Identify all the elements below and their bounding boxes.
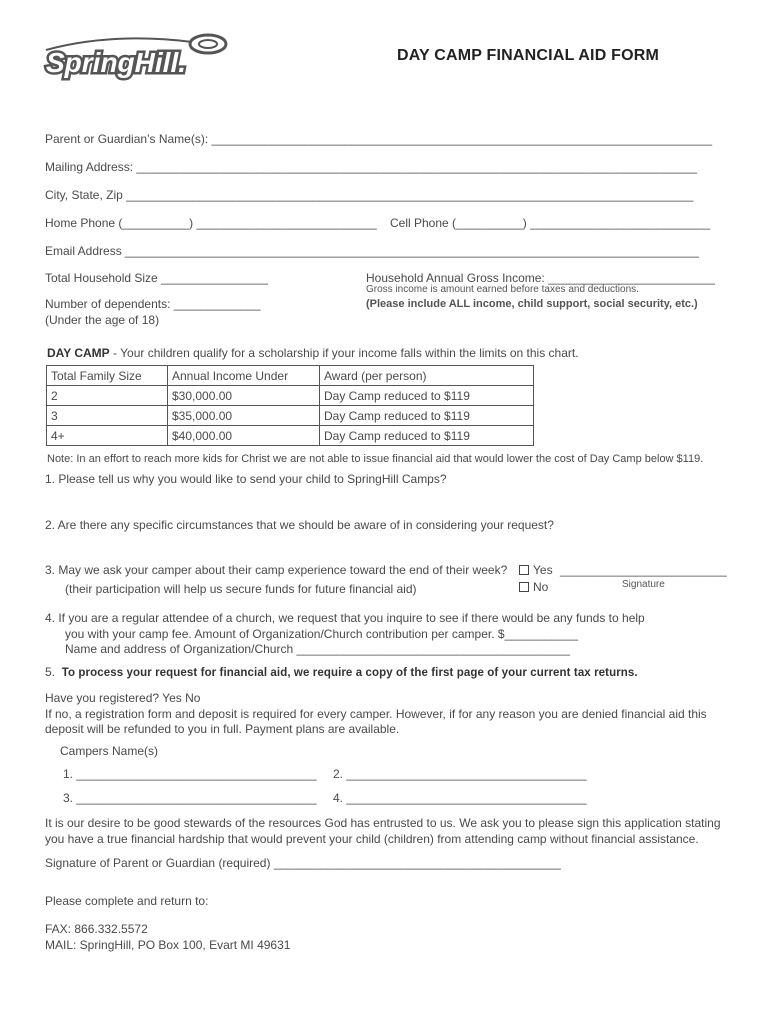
church-name-field[interactable]: Name and address of Organization/Church _________________________________________ (65, 642, 571, 656)
springhill-logo (42, 28, 232, 84)
signature-label: Signature (622, 579, 665, 590)
stewardship-line2: you have a true financial hardship that would prevent your child (children) from attending camp without financial assistance. (45, 832, 699, 846)
table-cell: 3 (47, 406, 168, 426)
city-state-zip-field[interactable]: City, State, Zip _____________________________________________________________________________________ (45, 188, 694, 202)
daycamp-intro (47, 346, 579, 360)
campers-label: Campers Name(s) (60, 744, 159, 758)
question-4: 4. If you are a regular attendee of a church, we request that you inquire to see if there would be any funds to help (45, 611, 645, 625)
table-cell: 4+ (47, 426, 168, 446)
q3-yes-option[interactable] (519, 563, 553, 577)
q5-number: 5. (45, 665, 56, 679)
home-phone-field[interactable]: Home Phone (__________) ___________________________ (45, 216, 377, 230)
table-cell: $35,000.00 (168, 406, 320, 426)
household-size-field[interactable]: Total Household Size ________________ (45, 271, 268, 285)
guardian-signature-field[interactable]: Signature of Parent or Guardian (required) ___________________________________________ (45, 856, 561, 870)
registration-info-line1: If no, a registration form and deposit is required for every camper. However, if for any reason you are denied financial aid this (45, 707, 707, 721)
dependents-note: (Under the age of 18) (45, 313, 160, 327)
gross-income-instruction: (Please include ALL income, child support, social security, etc.) (366, 298, 698, 310)
logo-wordmark: SpringHill. (46, 47, 186, 78)
table-header: Total Family Size (47, 366, 168, 386)
fax-number: FAX: 866.332.5572 (45, 922, 148, 936)
springhill-logo-mark (42, 28, 232, 84)
cell-phone-field[interactable]: Cell Phone (__________) ___________________________ (390, 216, 711, 230)
stewardship-line1: It is our desire to be good stewards of the resources God has entrusted to us. We ask you to please sign this application stating (45, 816, 721, 830)
table-cell: $30,000.00 (168, 386, 320, 406)
table-row (47, 386, 534, 406)
dependents-field[interactable]: Number of dependents: _____________ (45, 297, 261, 311)
daycamp-label: DAY CAMP (47, 346, 110, 360)
return-instructions: Please complete and return to: (45, 894, 209, 908)
q3-no-label: No (533, 580, 549, 594)
table-row (47, 426, 534, 446)
registered-question[interactable]: Have you registered? Yes No (45, 691, 201, 705)
question-1: 1. Please tell us why you would like to send your child to SpringHill Camps? (45, 472, 447, 486)
table-header: Award (per person) (320, 366, 534, 386)
q5-text: To process your request for financial aid, we require a copy of the first page of your current tax returns. (61, 667, 638, 679)
table-cell: Day Camp reduced to $119 (320, 426, 534, 446)
daycamp-note: Note: In an effort to reach more kids for Christ we are not able to issue financial aid that would lower the cost of Day Camp below $119. (47, 453, 704, 465)
table-row (47, 406, 534, 426)
registration-info-line2: deposit will be refunded to you in full. Payment plans are available. (45, 722, 400, 736)
camper-name-2[interactable]: 2. ____________________________________ (333, 767, 587, 781)
question-2: 2. Are there any specific circumstances that we should be aware of in considering your request? (45, 518, 554, 532)
question-3: 3. May we ask your camper about their camp experience toward the end of their week? (45, 563, 508, 577)
scholarship-table (46, 365, 534, 446)
table-cell: $40,000.00 (168, 426, 320, 446)
mailing-address-field[interactable]: Mailing Address: ____________________________________________________________________________________ (45, 160, 697, 174)
form-title: DAY CAMP FINANCIAL AID FORM (397, 47, 660, 64)
checkbox-no[interactable] (519, 582, 529, 592)
church-contribution-field[interactable]: you with your camp fee. Amount of Organization/Church contribution per camper. $___________ (65, 627, 578, 641)
q3-subtext: (their participation will help us secure funds for future financial aid) (65, 582, 417, 596)
guardian-name-field[interactable]: Parent or Guardian’s Name(s): ___________________________________________________________________________ (45, 132, 713, 146)
camper-name-1[interactable]: 1. ____________________________________ (63, 767, 317, 781)
question-5 (45, 665, 638, 679)
table-cell: Day Camp reduced to $119 (320, 406, 534, 426)
q3-no-option[interactable] (519, 580, 548, 594)
gross-income-field[interactable]: Household Annual Gross Income: _________________________ (366, 271, 715, 285)
q3-yes-label: Yes (533, 563, 553, 577)
daycamp-text: - Your children qualify for a scholarship if your income falls within the limits on this chart. (109, 346, 579, 360)
table-cell: Day Camp reduced to $119 (320, 386, 534, 406)
camper-name-4[interactable]: 4. ____________________________________ (333, 791, 587, 805)
camper-name-3[interactable]: 3. ____________________________________ (63, 791, 317, 805)
table-header-row (47, 366, 534, 386)
mail-address: MAIL: SpringHill, PO Box 100, Evart MI 49631 (45, 938, 291, 952)
signature-line[interactable]: _________________________ (560, 563, 727, 577)
table-cell: 2 (47, 386, 168, 406)
email-field[interactable]: Email Address ______________________________________________________________________________________ (45, 244, 699, 258)
checkbox-yes[interactable] (519, 565, 529, 575)
table-header: Annual Income Under (168, 366, 320, 386)
gross-income-note: Gross income is amount earned before taxes and deductions. (366, 284, 639, 295)
